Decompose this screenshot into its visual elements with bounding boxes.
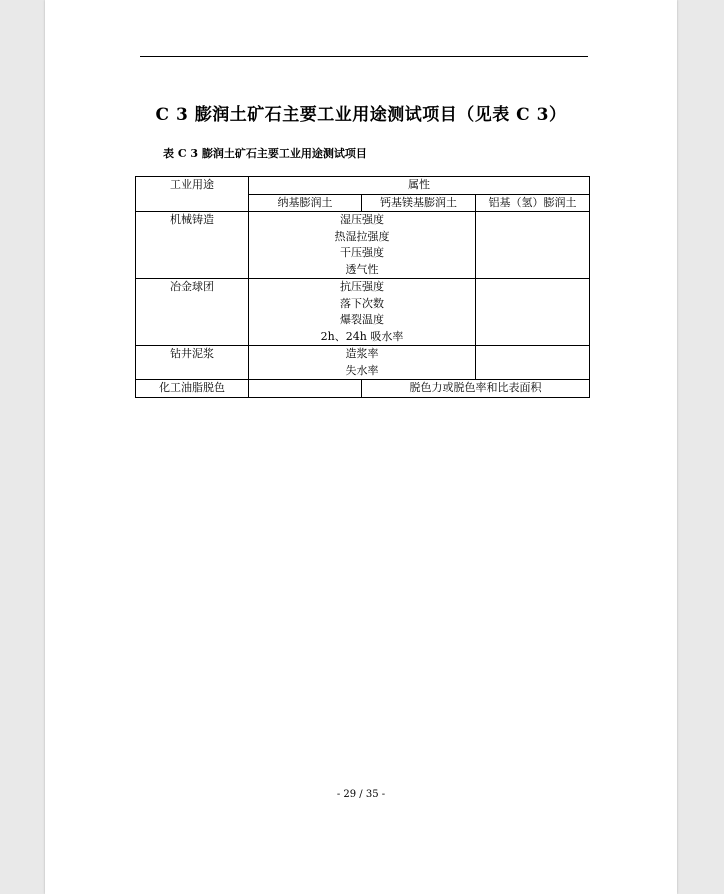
property-item: 落下次数 <box>340 296 384 310</box>
property-item: 湿压强度 <box>340 213 384 226</box>
page-number: - 29 / 35 - <box>336 789 386 800</box>
empty-cell <box>476 279 590 346</box>
property-item: 爆裂温度 <box>340 313 384 326</box>
property-item: 2h、24h 吸水率 <box>320 329 404 343</box>
use-cell: 机械铸造 <box>136 212 249 279</box>
property-item: 失水率 <box>345 363 379 377</box>
empty-cell <box>249 380 362 398</box>
header-use-col: 工业用途 <box>136 177 249 212</box>
property-item: 造浆率 <box>345 347 379 360</box>
property-item: 抗压强度 <box>340 280 384 293</box>
usage-test-table <box>135 176 590 398</box>
header-aluminum-bentonite: 铝基（氢）膨润土 <box>476 194 590 212</box>
empty-cell <box>476 212 590 279</box>
property-item: 脱色力或脱色率和比表面积 <box>409 381 542 394</box>
table-row <box>136 380 590 398</box>
property-cell <box>362 380 590 398</box>
document-page <box>45 0 677 894</box>
empty-cell <box>476 346 590 380</box>
header-rule <box>140 56 588 57</box>
header-calcium-magnesium-bentonite: 钙基镁基膨润土 <box>362 194 476 212</box>
header-property-group: 属性 <box>249 177 590 195</box>
header-sodium-bentonite: 纳基膨润土 <box>249 194 362 212</box>
use-cell: 化工油脂脱色 <box>136 380 249 398</box>
property-item: 干压强度 <box>340 246 384 259</box>
table-header-row <box>136 177 590 195</box>
property-item: 透气性 <box>345 262 379 276</box>
property-item: 热湿拉强度 <box>334 229 390 243</box>
property-cell <box>249 346 476 380</box>
section-title: C 3 膨润土矿石主要工业用途测试项目（见表 C 3） <box>155 105 567 125</box>
table-row <box>136 212 590 279</box>
property-cell <box>249 212 476 279</box>
table-caption: 表 C 3 膨润土矿石主要工业用途测试项目 <box>163 147 367 160</box>
property-cell <box>249 279 476 346</box>
use-cell: 钻井泥浆 <box>136 346 249 380</box>
table-row <box>136 346 590 380</box>
table-row <box>136 279 590 346</box>
use-cell: 冶金球团 <box>136 279 249 346</box>
